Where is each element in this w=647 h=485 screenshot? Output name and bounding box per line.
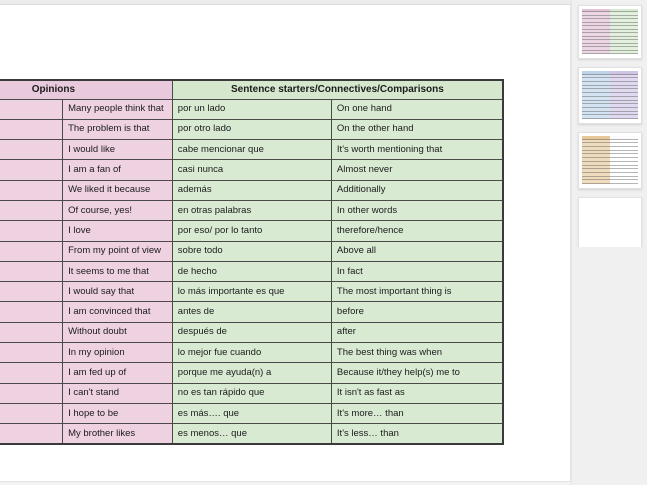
page-thumbnail-rail[interactable] — [571, 0, 647, 485]
cell-english-opinion: Of course, yes! — [63, 200, 173, 220]
cell-spanish-connective: sobre todo — [172, 241, 331, 261]
cell-spanish-connective: por otro lado — [172, 119, 331, 139]
cell-english-connective: after — [331, 322, 503, 342]
cell-english-opinion: We liked it because — [63, 180, 173, 200]
cell-spanish-connective: es menos… que — [172, 424, 331, 444]
table-row — [0, 241, 503, 261]
cell-spanish-connective: además — [172, 180, 331, 200]
cell-english-connective: It's worth mentioning that — [331, 140, 503, 160]
column-header-sentence-starters: Sentence starters/Connectives/Comparisons — [172, 80, 503, 99]
page-thumbnail-1[interactable] — [578, 5, 642, 59]
mini-col — [624, 9, 638, 54]
column-header-opinions: Opinions — [0, 80, 172, 99]
cell-english-opinion: It seems to me that — [63, 261, 173, 281]
cell-english-opinion: I am convinced that — [63, 302, 173, 322]
cell-english-connective: The best thing was when — [331, 343, 503, 363]
table-row — [0, 180, 503, 200]
cell-english-connective: In other words — [331, 200, 503, 220]
table-row — [0, 363, 503, 383]
cell-spanish-opinion — [0, 261, 63, 281]
cell-spanish-connective: es más…. que — [172, 403, 331, 423]
mini-col — [610, 9, 624, 54]
cell-spanish-connective: después de — [172, 322, 331, 342]
cell-english-connective: It's less… than — [331, 424, 503, 444]
thumbnail-mini-table — [582, 136, 638, 184]
cell-english-opinion: I love — [63, 221, 173, 241]
cell-spanish-opinion — [0, 180, 63, 200]
cell-english-opinion: The problem is that — [63, 119, 173, 139]
cell-spanish-opinion — [0, 99, 63, 119]
table-row — [0, 99, 503, 119]
cell-english-connective: Almost never — [331, 160, 503, 180]
table-row — [0, 302, 503, 322]
cell-english-connective: Because it/they help(s) me to — [331, 363, 503, 383]
vocabulary-table — [0, 79, 504, 445]
cell-spanish-opinion — [0, 383, 63, 403]
cell-spanish-opinion — [0, 322, 63, 342]
mini-col — [582, 136, 596, 184]
cell-english-opinion: I would say that — [63, 282, 173, 302]
mini-col — [596, 9, 610, 54]
cell-spanish-connective: de hecho — [172, 261, 331, 281]
cell-english-connective: Additionally — [331, 180, 503, 200]
cell-spanish-opinion — [0, 241, 63, 261]
cell-spanish-connective: casi nunca — [172, 160, 331, 180]
mini-col — [596, 71, 610, 119]
cell-spanish-connective: porque me ayuda(n) a — [172, 363, 331, 383]
cell-spanish-connective: por un lado — [172, 99, 331, 119]
thumbnail-mini-table — [582, 9, 638, 54]
cell-spanish-opinion — [0, 119, 63, 139]
cell-spanish-connective: cabe mencionar que — [172, 140, 331, 160]
cell-english-opinion: I would like — [63, 140, 173, 160]
table-row — [0, 200, 503, 220]
cell-english-opinion: From my point of view — [63, 241, 173, 261]
cell-english-connective: On the other hand — [331, 119, 503, 139]
mini-col — [582, 9, 596, 54]
cell-english-opinion: I can't stand — [63, 383, 173, 403]
cell-spanish-opinion — [0, 424, 63, 444]
page-thumbnail-3[interactable] — [578, 132, 642, 189]
cell-english-connective: In fact — [331, 261, 503, 281]
cell-spanish-connective: en otras palabras — [172, 200, 331, 220]
cell-spanish-connective: lo más importante es que — [172, 282, 331, 302]
thumbnail-rail-empty-area — [572, 247, 647, 485]
cell-english-connective: It isn't as fast as — [331, 383, 503, 403]
cell-spanish-opinion — [0, 302, 63, 322]
thumbnail-preview-content — [582, 71, 638, 119]
mini-col — [596, 136, 610, 184]
page-thumbnail-4[interactable] — [578, 197, 642, 251]
cell-english-connective: Above all — [331, 241, 503, 261]
cell-spanish-opinion — [0, 403, 63, 423]
cell-spanish-opinion — [0, 140, 63, 160]
mini-col — [624, 136, 638, 184]
page-sheet — [0, 4, 571, 482]
cell-spanish-connective: lo mejor fue cuando — [172, 343, 331, 363]
cell-english-opinion: In my opinion — [63, 343, 173, 363]
table-row — [0, 383, 503, 403]
mini-col — [610, 71, 624, 119]
table-row — [0, 119, 503, 139]
page-thumbnail-2[interactable] — [578, 67, 642, 124]
cell-english-opinion: Without doubt — [63, 322, 173, 342]
mini-col — [610, 136, 624, 184]
cell-spanish-opinion — [0, 363, 63, 383]
cell-english-connective: before — [331, 302, 503, 322]
table-row — [0, 424, 503, 444]
thumbnail-preview-content — [582, 9, 638, 54]
cell-spanish-connective: no es tan rápido que — [172, 383, 331, 403]
table-row — [0, 261, 503, 281]
table-row — [0, 140, 503, 160]
cell-english-opinion: Many people think that — [63, 99, 173, 119]
cell-english-opinion: My brother likes — [63, 424, 173, 444]
cell-english-connective: The most important thing is — [331, 282, 503, 302]
cell-english-connective: On one hand — [331, 99, 503, 119]
cell-english-opinion: I hope to be — [63, 403, 173, 423]
cell-english-opinion: I am fed up of — [63, 363, 173, 383]
table-header-row — [0, 80, 503, 99]
cell-spanish-opinion — [0, 200, 63, 220]
cell-spanish-connective: antes de — [172, 302, 331, 322]
cell-spanish-opinion — [0, 343, 63, 363]
cell-english-opinion: I am a fan of — [63, 160, 173, 180]
table-row — [0, 343, 503, 363]
mini-col — [582, 71, 596, 119]
cell-spanish-opinion — [0, 221, 63, 241]
thumbnail-mini-table — [582, 71, 638, 119]
table-body — [0, 99, 503, 444]
cell-spanish-opinion — [0, 282, 63, 302]
cell-english-connective: therefore/hence — [331, 221, 503, 241]
cell-english-connective: It's more… than — [331, 403, 503, 423]
table-row — [0, 403, 503, 423]
cell-spanish-connective: por eso/ por lo tanto — [172, 221, 331, 241]
table-row — [0, 322, 503, 342]
thumbnail-preview-content — [582, 136, 638, 184]
cell-spanish-opinion — [0, 160, 63, 180]
table-row — [0, 282, 503, 302]
table-row — [0, 221, 503, 241]
mini-col — [624, 71, 638, 119]
table-row — [0, 160, 503, 180]
